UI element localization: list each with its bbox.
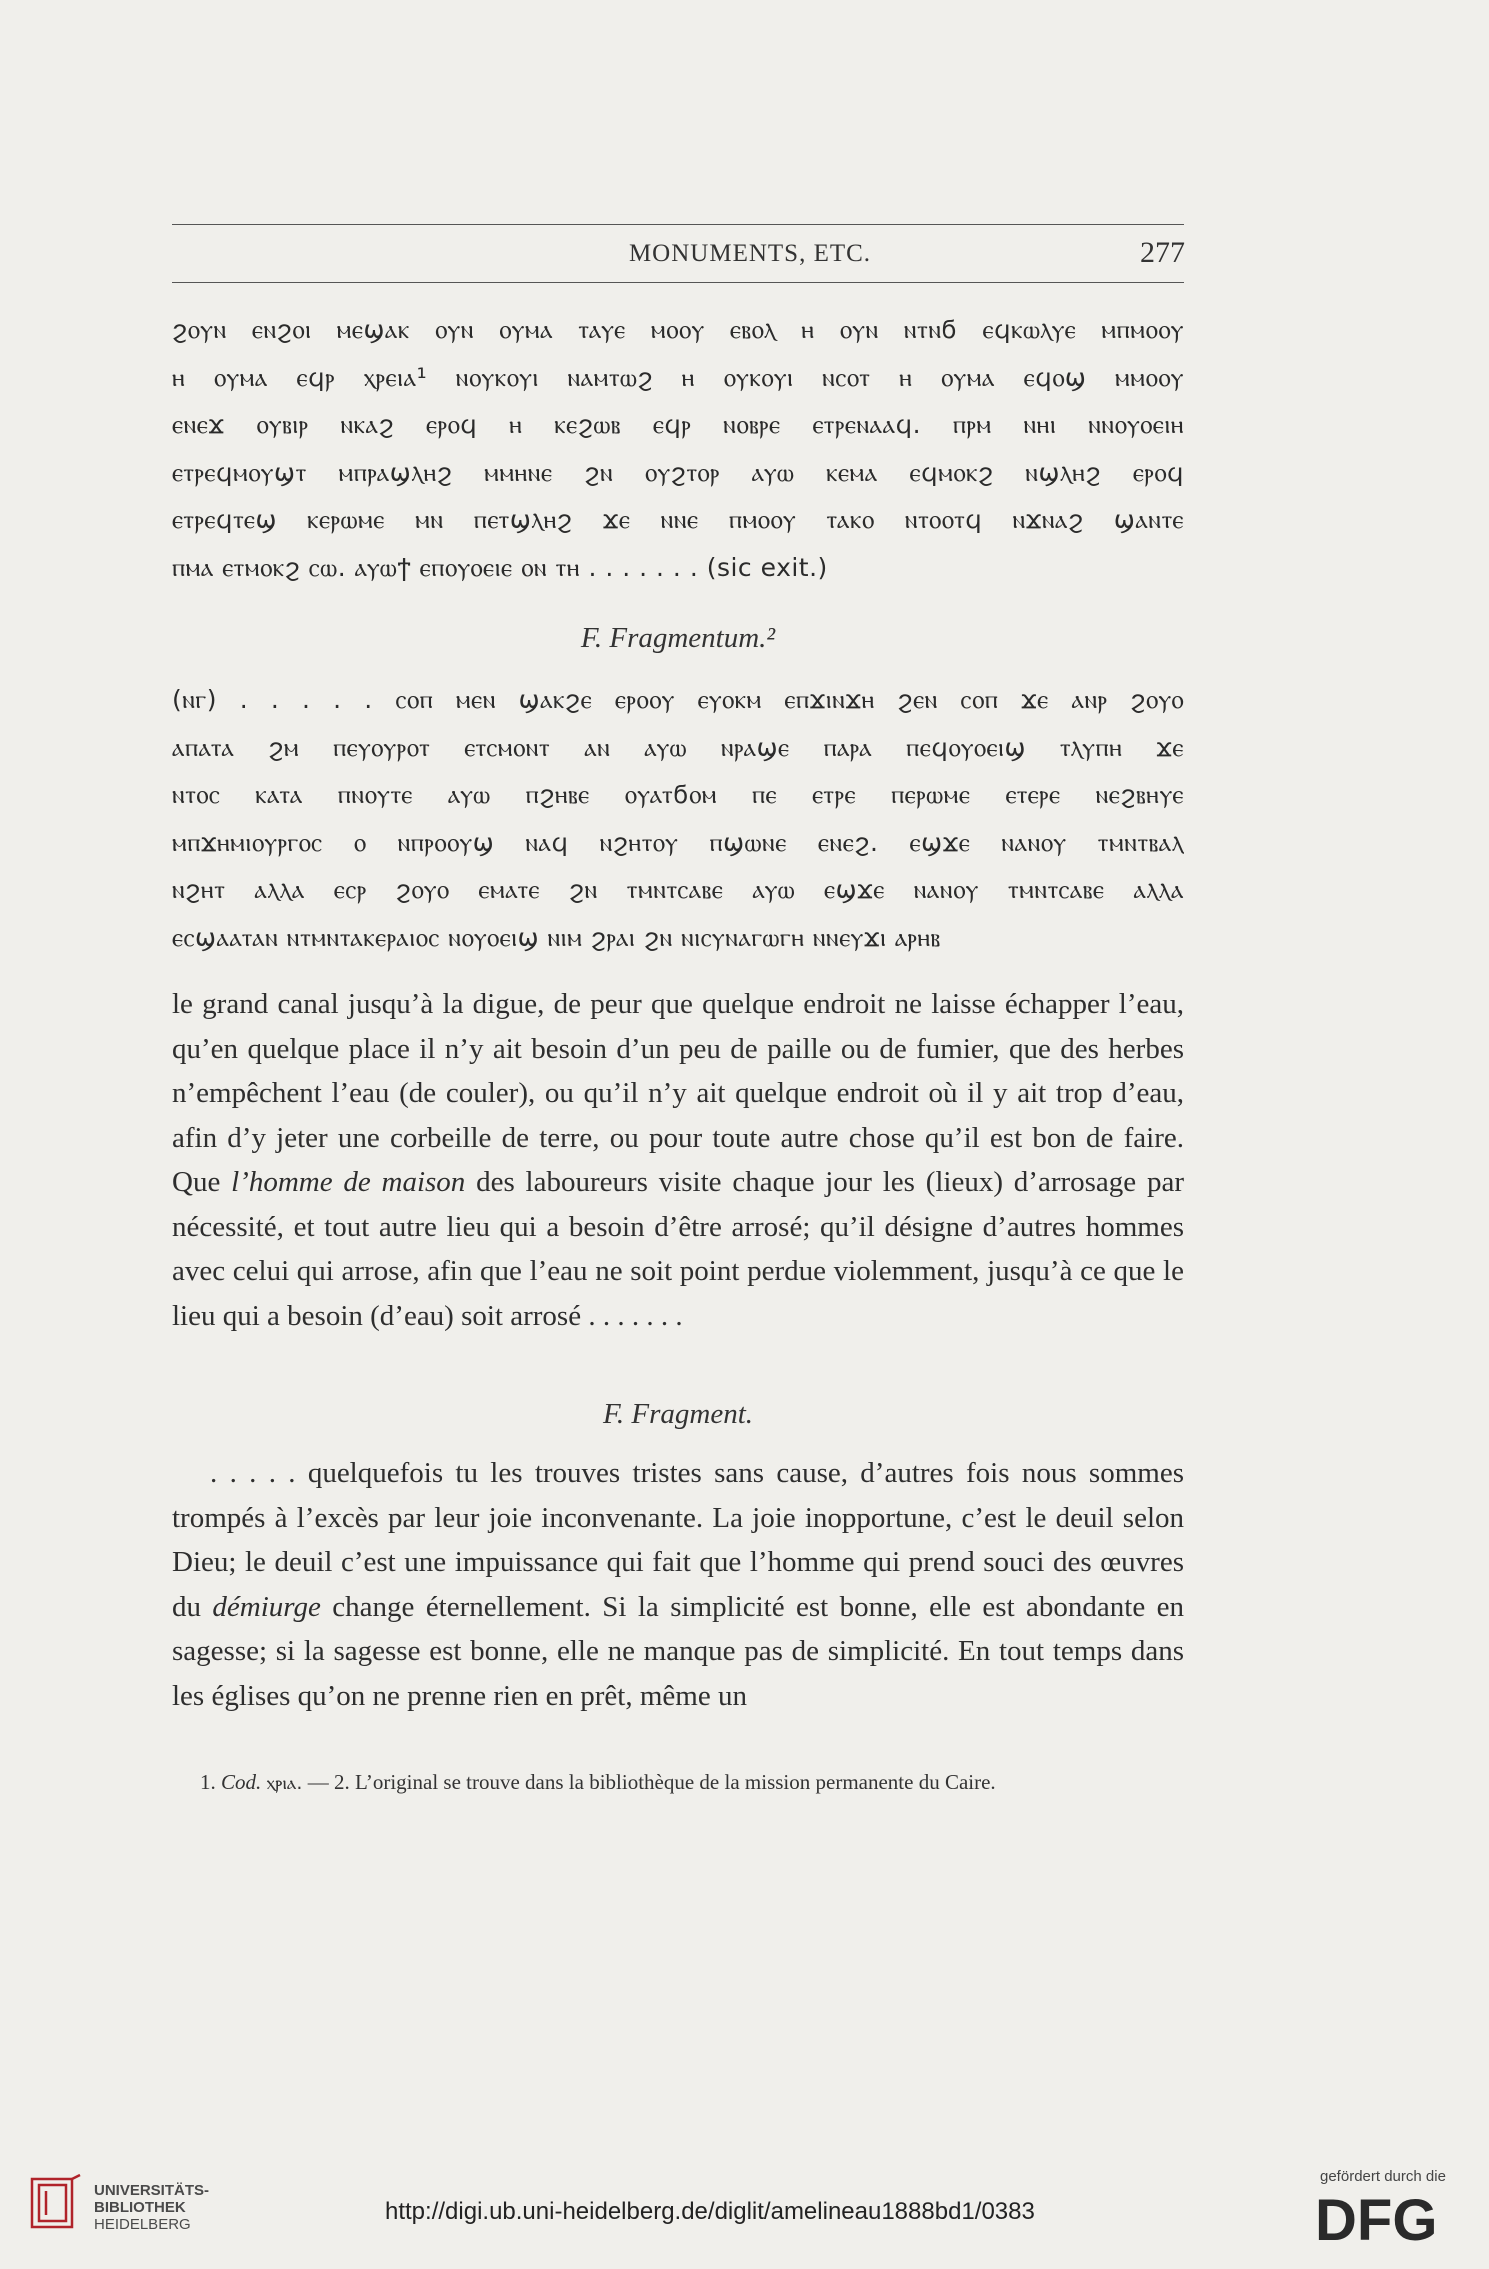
italic-word: démiurge: [212, 1590, 321, 1623]
running-header: MONUMENTS, ETC.: [628, 240, 872, 267]
coptic-line: ⲛⲧⲟⲥ ⲕⲁⲧⲁ ⲡⲛⲟⲩⲧⲉ ⲁⲩⲱ ⲡϩⲏⲃⲉ ⲟⲩⲁⲧϭⲟⲙ ⲡⲉ ⲉⲧⲣⲉ ⲡⲉⲣⲱⲙⲉ ⲉⲧⲉⲣⲉ ⲛⲉϩⲃⲏⲩⲉ: [172, 780, 1184, 809]
footnote-1-word: ⲭⲣⲓⲁ.: [266, 1772, 303, 1794]
coptic-line: ⲁⲡⲁⲧⲁ ϩⲙ ⲡⲉⲩⲟⲩⲣⲟⲧ ⲉⲧⲥⲙⲟⲛⲧ ⲁⲛ ⲁⲩⲱ ⲛⲣⲁϣⲉ ⲡⲁⲣⲁ ⲡⲉϥⲟⲩⲟⲉⲓϣ ⲧⲗⲩⲡⲏ ϫⲉ: [172, 732, 1184, 762]
library-name: UNIVERSITÄTS- BIBLIOTHEK HEIDELBERG: [94, 2182, 210, 2233]
page-number: 277: [1140, 236, 1185, 269]
funded-by-label: gefördert durch die: [1320, 2168, 1446, 2185]
source-url-link[interactable]: http://digi.ub.uni-heidelberg.de/diglit/amelineau1888bd1/0383: [385, 2198, 1035, 2225]
coptic-text-fragmentum: [172, 676, 1184, 961]
italic-phrase: l’homme de maison: [231, 1166, 466, 1198]
section-heading-fragment: F. Fragment.: [602, 1398, 754, 1430]
coptic-line: ⲉⲧⲣⲉϥⲧⲉϣ ⲕⲉⲣⲱⲙⲉ ⲙⲛ ⲡⲉⲧϣⲗⲏϩ ϫⲉ ⲛⲛⲉ ⲡⲙⲟⲟⲩ ⲧⲁⲕⲟ ⲛⲧⲟⲟⲧϥ ⲛϫⲛⲁϩ ϣⲁⲛⲧⲉ: [172, 505, 1184, 534]
footnote-2: 2. L’original se trouve dans la bibliothèque de la mission permanente du Caire.: [333, 1770, 996, 1794]
coptic-line: (ⲛⲅ) . . . . . ⲥⲟⲡ ⲙⲉⲛ ϣⲁⲕϩⲉ ⲉⲣⲟⲟⲩ ⲉⲩⲟⲕⲙ ⲉⲡϫⲓⲛϫⲏ ϩⲉⲛ ⲥⲟⲡ ϫⲉ ⲁⲛⲣ ϩⲟⲩⲟ: [172, 685, 1184, 714]
dfg-logo-icon: [1315, 2190, 1465, 2246]
coptic-line: ⲡⲙⲁ ⲉⲧⲙⲟⲕϩ ⲥⲱ. ⲁⲩⲱϯ ⲉⲡⲟⲩⲟⲉⲓⲉ ⲟⲛ ⲧⲏ . . . . . . . (sic exit.): [172, 552, 828, 582]
french-paragraph: . . . . . quelquefois tu les trouves tristes sans cause, d’autres fois nous sommes trompés à l’excès par leur joie inconvenante. La joie inopportune, c’est le deuil selon Dieu; le deuil c’est une impuissance qui fait que l’homme qui prend souci des œuvres du démiurge change éternellement. Si la simplicité est bonne, elle est abondante en sagesse; si la sagesse est bonne, elle ne manque pas de simplicité. En tout temps dans les églises qu’on ne prenne rien en prêt, même un: [172, 1457, 1185, 1712]
footnotes: [200, 1770, 1190, 1795]
section-heading-fragmentum: F. Fragmentum.²: [580, 622, 776, 654]
french-translation-1: [172, 982, 1184, 1338]
footnote-separator: —: [307, 1770, 329, 1794]
header-rule-bottom: [172, 282, 1184, 283]
svg-text:DFG: DFG: [1315, 2190, 1438, 2246]
coptic-line: ⲏ ⲟⲩⲙⲁ ⲉϥⲣ ⲭⲣⲉⲓⲁ¹ ⲛⲟⲩⲕⲟⲩⲓ ⲛⲁⲙⲧⲱϩ ⲏ ⲟⲩⲕⲟⲩⲓ ⲛⲥⲟⲧ ⲏ ⲟⲩⲙⲁ ⲉϥⲟϣ ⲙⲙⲟⲟⲩ: [172, 362, 1184, 392]
coptic-line: ϩⲟⲩⲛ ⲉⲛϩⲟⲓ ⲙⲉϣⲁⲕ ⲟⲩⲛ ⲟⲩⲙⲁ ⲧⲁⲩⲉ ⲙⲟⲟⲩ ⲉⲃⲟⲗ ⲏ ⲟⲩⲛ ⲛⲧⲛϭ ⲉϥⲕⲱⲗⲩⲉ ⲙⲡⲙⲟⲟⲩ: [172, 315, 1184, 344]
coptic-line: ⲉⲛⲉϫ ⲟⲩⲃⲓⲣ ⲛⲕⲁϩ ⲉⲣⲟϥ ⲏ ⲕⲉϩⲱⲃ ⲉϥⲣ ⲛⲟⲃⲣⲉ ⲉⲧⲣⲉⲛⲁⲁϥ. ⲡⲣⲙ ⲛⲏⲓ ⲛⲛⲟⲩⲟⲉⲓⲏ: [172, 410, 1184, 439]
coptic-line: ⲉⲧⲣⲉϥⲙⲟⲩϣⲧ ⲙⲡⲣⲁϣⲗⲏϩ ⲙⲙⲏⲛⲉ ϩⲛ ⲟⲩϩⲧⲟⲣ ⲁⲩⲱ ⲕⲉⲙⲁ ⲉϥⲙⲟⲕϩ ⲛϣⲗⲏϩ ⲉⲣⲟϥ: [172, 457, 1184, 487]
header-rule-top: [172, 224, 1184, 225]
library-logo-icon: [26, 2173, 86, 2233]
coptic-line: ⲙⲡϫⲏⲙⲓⲟⲩⲣⲅⲟⲥ ⲟ ⲛⲡⲣⲟⲟⲩϣ ⲛⲁϥ ⲛϩⲏⲧⲟⲩ ⲡϣⲱⲛⲉ ⲉⲛⲉϩ. ⲉϣϫⲉ ⲛⲁⲛⲟⲩ ⲧⲙⲛⲧⲃⲁⲗ: [172, 827, 1184, 857]
coptic-text-top: [172, 306, 1184, 591]
footnote-1-label: Cod.: [221, 1770, 262, 1794]
coptic-line: ⲛϩⲏⲧ ⲁⲗⲗⲁ ⲉⲥⲣ ϩⲟⲩⲟ ⲉⲙⲁⲧⲉ ϩⲛ ⲧⲙⲛⲧⲥⲁⲃⲉ ⲁⲩⲱ ⲉϣϫⲉ ⲛⲁⲛⲟⲩ ⲧⲙⲛⲧⲥⲁⲃⲉ ⲁⲗⲗⲁ: [172, 875, 1184, 904]
french-translation-2: [172, 1451, 1184, 1718]
french-paragraph: le grand canal jusqu’à la digue, de peur que quelque endroit ne laisse échapper l’eau, qu’en quelque place il n’y ait besoin d’un peu de paille ou de fumier, que des herbes n’empêchent l’eau (de couler), ou qu’il n’y ait quelque endroit où il y ait trop d’eau, afin d’y jeter une corbeille de terre, ou pour toute autre chose qu’il est bon de faire. Que l’homme de maison des laboureurs visite chaque jour les (lieux) d’arrosage par nécessité, et tout autre lieu qui a besoin d’être arrosé; qu’il désigne d’autres hommes avec celui qui arrose, afin que l’eau ne soit point perdue violemment, jusqu’à ce que le lieu qui a besoin (d’eau) soit arrosé . . . . . . .: [172, 988, 1184, 1332]
coptic-line: ⲉⲥϣⲁⲁⲧⲁⲛ ⲛⲧⲙⲛⲧⲁⲕⲉⲣⲁⲓⲟⲥ ⲛⲟⲩⲟⲉⲓϣ ⲛⲓⲙ ϩⲣⲁⲓ ϩⲛ ⲛⲓⲥⲩⲛⲁⲅⲱⲅⲏ ⲛⲛⲉⲩϫⲓ ⲁⲣⲏⲃ: [172, 922, 941, 952]
footnote-1-number: 1.: [200, 1770, 216, 1794]
